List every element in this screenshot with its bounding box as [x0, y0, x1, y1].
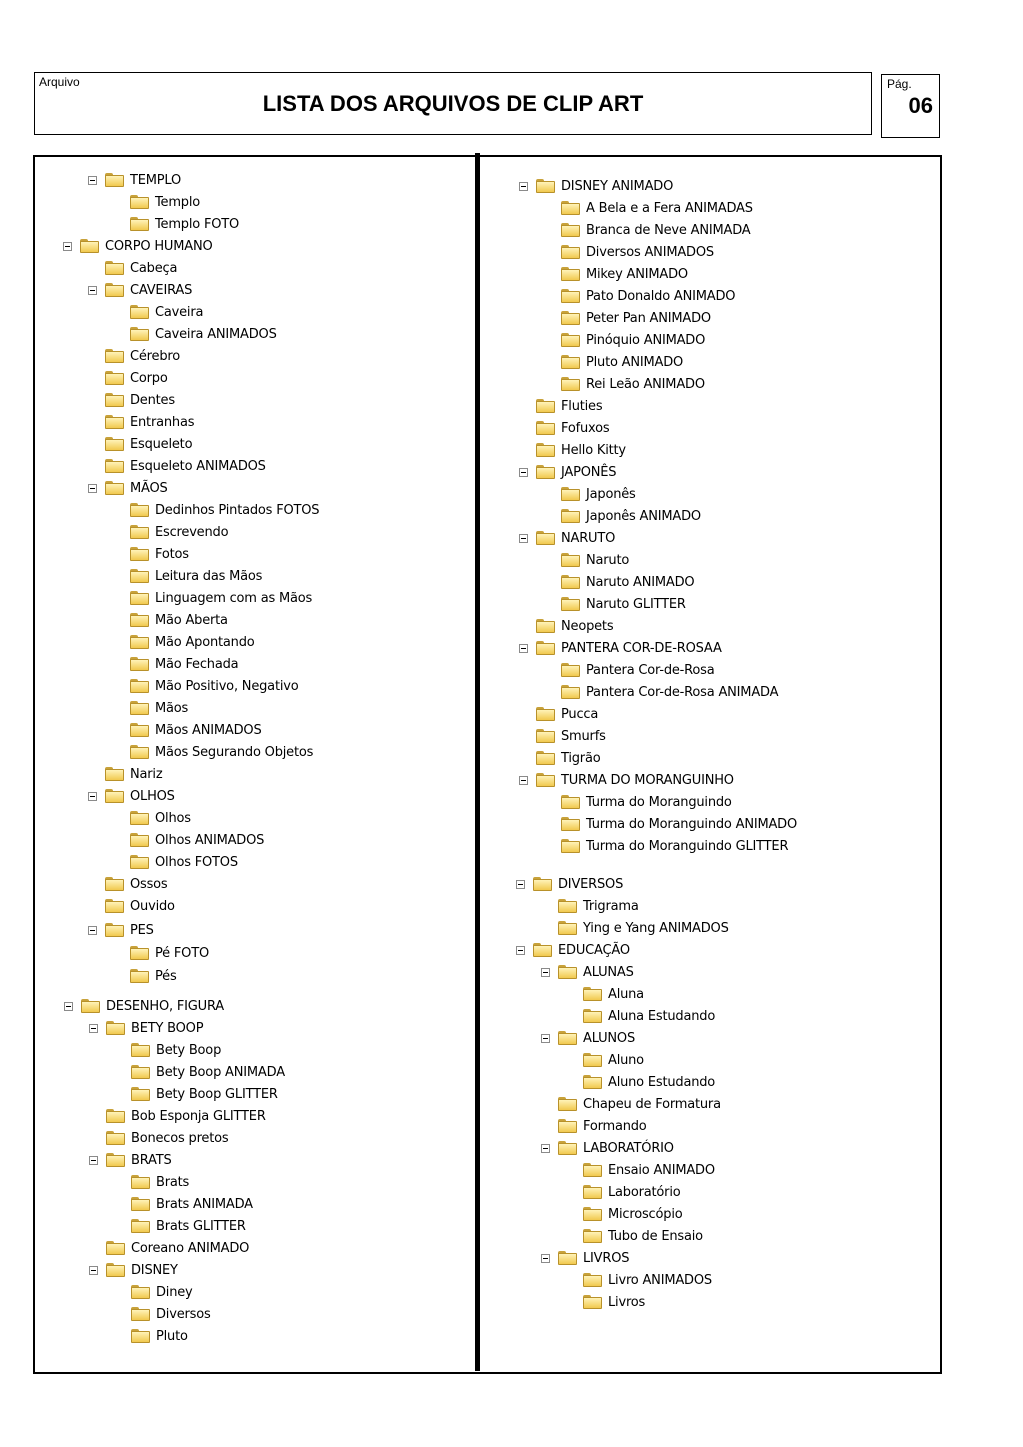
tree-item[interactable] — [516, 874, 623, 894]
folder-icon — [561, 817, 580, 831]
tree-item-label: Mãos Segurando Objetos — [155, 744, 314, 760]
tree-item-label: CORPO HUMANO — [105, 238, 213, 254]
folder-icon — [561, 223, 580, 237]
folder-icon — [583, 1163, 602, 1177]
tree-item-label: Fluties — [561, 398, 603, 414]
tree-item-label: NARUTO — [561, 530, 616, 546]
tree-item-label: Laboratório — [608, 1184, 681, 1200]
tree-item-label: Diversos — [156, 1306, 211, 1322]
collapse-icon[interactable] — [541, 1254, 550, 1263]
tree-item-label: Microscópio — [608, 1206, 683, 1222]
tree-item-label: Fofuxos — [561, 420, 610, 436]
folder-icon — [583, 987, 602, 1001]
tree-item[interactable] — [583, 1226, 703, 1246]
tree-item-label: A Bela e a Fera ANIMADAS — [586, 200, 753, 216]
tree-item-label: Mão Aberta — [155, 612, 228, 628]
tree-item[interactable] — [558, 896, 639, 916]
tree-item-label: Olhos — [155, 810, 191, 826]
tree-item-label: Bonecos pretos — [131, 1130, 229, 1146]
tree-item-label: Livros — [608, 1294, 646, 1310]
tree-item-label: DIVERSOS — [558, 876, 624, 892]
tree-item-label: Cabeça — [130, 260, 178, 276]
tree-item-label: Pinóquio ANIMADO — [586, 332, 706, 348]
tree-item-label: TURMA DO MORANGUINHO — [561, 772, 734, 788]
folder-icon — [536, 619, 555, 633]
folder-icon — [536, 641, 555, 655]
header-label: Arquivo — [39, 75, 80, 89]
tree-item-label: Templo FOTO — [155, 216, 240, 232]
folder-icon — [558, 1119, 577, 1133]
tree-item-label: Nariz — [130, 766, 163, 782]
tree-item[interactable] — [536, 748, 600, 768]
tree-item[interactable] — [541, 1248, 629, 1268]
tree-item[interactable] — [561, 594, 686, 614]
tree-item-label: Ossos — [130, 876, 168, 892]
folder-icon — [561, 267, 580, 281]
tree-item-label: Bety Boop ANIMADA — [156, 1064, 285, 1080]
tree-item[interactable] — [561, 352, 683, 372]
folder-icon — [561, 597, 580, 611]
collapse-icon[interactable] — [519, 534, 528, 543]
tree-item-label: Bety Boop — [156, 1042, 222, 1058]
tree-item-label: Japonês — [586, 486, 636, 502]
tree-item-label: Mãos — [155, 700, 189, 716]
tree-item-label: Branca de Neve ANIMADA — [586, 222, 751, 238]
tree-item-label: Tubo de Ensaio — [608, 1228, 703, 1244]
page-title: LISTA DOS ARQUIVOS DE CLIP ART — [262, 91, 644, 116]
tree-item[interactable] — [561, 286, 735, 306]
tree-item-label: BRATS — [131, 1152, 172, 1168]
tree-item-label: Ouvido — [130, 898, 175, 914]
tree-item-label: Mão Fechada — [155, 656, 239, 672]
tree-item[interactable] — [536, 726, 606, 746]
tree-item-label: Bob Esponja GLITTER — [131, 1108, 266, 1124]
folder-icon — [561, 509, 580, 523]
tree-item-label: Pucca — [561, 706, 599, 722]
tree-item[interactable] — [561, 330, 705, 350]
folder-icon — [583, 1185, 602, 1199]
folder-icon — [583, 1295, 602, 1309]
tree-item-label: Esqueleto — [130, 436, 193, 452]
tree-item[interactable] — [561, 792, 732, 812]
collapse-icon[interactable] — [541, 1034, 550, 1043]
tree-item-label: Aluno Estudando — [608, 1074, 716, 1090]
tree-item[interactable] — [558, 1116, 647, 1136]
folder-icon — [536, 179, 555, 193]
tree-item-label: Naruto — [586, 552, 630, 568]
tree-item[interactable] — [583, 1292, 645, 1312]
tree-item-label: Pé FOTO — [155, 945, 209, 961]
folder-icon — [536, 399, 555, 413]
tree-item[interactable] — [541, 1028, 635, 1048]
folder-icon — [533, 877, 552, 891]
folder-icon — [561, 245, 580, 259]
tree-item-label: Smurfs — [561, 728, 606, 744]
tree-item[interactable] — [561, 814, 797, 834]
tree-item-label: Pantera Cor-de-Rosa — [586, 662, 715, 678]
tree-item-label: TEMPLO — [130, 172, 182, 188]
tree-item[interactable] — [536, 704, 598, 724]
tree-item-label: Mikey ANIMADO — [586, 266, 688, 282]
folder-icon — [561, 333, 580, 347]
tree-item[interactable] — [561, 220, 750, 240]
tree-item-label: ALUNOS — [583, 1030, 636, 1046]
tree-item-label: Turma do Moranguindo ANIMADO — [586, 816, 798, 832]
tree-item[interactable] — [519, 462, 616, 482]
folder-icon — [536, 751, 555, 765]
tree-item-label: Mãos ANIMADOS — [155, 722, 262, 738]
folder-icon — [558, 965, 577, 979]
folder-icon — [561, 289, 580, 303]
folder-icon — [561, 487, 580, 501]
tree-item-label: Ensaio ANIMADO — [608, 1162, 715, 1178]
page-number: 06 — [908, 93, 933, 118]
tree-item-label: Brats ANIMADA — [156, 1196, 253, 1212]
tree-item-label: Coreano ANIMADO — [131, 1240, 250, 1256]
tree-item-label: BETY BOOP — [131, 1020, 204, 1036]
folder-icon — [561, 575, 580, 589]
tree-item-label: EDUCAÇÃO — [558, 942, 630, 958]
tree-item[interactable] — [541, 962, 634, 982]
tree-item-label: Pés — [155, 968, 177, 984]
folder-icon — [561, 553, 580, 567]
tree-item-label: Leitura das Mãos — [155, 568, 263, 584]
folder-icon — [561, 201, 580, 215]
tree-item-label: Turma do Moranguindo — [586, 794, 732, 810]
tree-item-label: PANTERA COR-DE-ROSAA — [561, 640, 722, 656]
tree-item[interactable] — [561, 242, 714, 262]
tree-item[interactable] — [561, 308, 711, 328]
folder-icon — [561, 685, 580, 699]
folder-icon — [536, 773, 555, 787]
tree-item[interactable] — [558, 1094, 721, 1114]
tree-item[interactable] — [561, 264, 688, 284]
tree-item-label: PES — [130, 922, 154, 938]
tree-item[interactable] — [583, 1160, 715, 1180]
tree-item[interactable] — [536, 616, 613, 636]
tree-item-label: Brats GLITTER — [156, 1218, 246, 1234]
tree-item-label: Pantera Cor-de-Rosa ANIMADA — [586, 684, 779, 700]
tree-item-label: DISNEY ANIMADO — [561, 178, 674, 194]
tree-item-label: MÃOS — [130, 480, 168, 496]
folder-icon — [558, 1031, 577, 1045]
tree-item-label: Trigrama — [583, 898, 639, 914]
collapse-icon[interactable] — [519, 644, 528, 653]
tree-item-label: Linguagem com as Mãos — [155, 590, 313, 606]
tree-item-label: Templo — [155, 194, 201, 210]
folder-icon — [583, 1207, 602, 1221]
tree-item-label: Pluto — [156, 1328, 188, 1344]
folder-icon — [561, 663, 580, 677]
tree-item[interactable] — [561, 572, 694, 592]
tree-item[interactable] — [561, 374, 705, 394]
tree-item-label: Aluna Estudando — [608, 1008, 716, 1024]
tree-item-label: Aluna — [608, 986, 644, 1002]
tree-item-label: CAVEIRAS — [130, 282, 193, 298]
folder-icon — [536, 465, 555, 479]
folder-icon — [533, 943, 552, 957]
tree-item-label: Naruto GLITTER — [586, 596, 686, 612]
collapse-icon[interactable] — [541, 1144, 550, 1153]
tree-item-label: Pato Donaldo ANIMADO — [586, 288, 736, 304]
tree-item[interactable] — [583, 1072, 715, 1092]
folder-icon — [583, 1229, 602, 1243]
folder-icon — [536, 421, 555, 435]
tree-item-label: Aluno — [608, 1052, 644, 1068]
tree-item-label: ALUNAS — [583, 964, 634, 980]
tree-item[interactable] — [516, 940, 630, 960]
tree-item-label: DISNEY — [131, 1262, 178, 1278]
tree-item-label: Rei Leão ANIMADO — [586, 376, 705, 392]
tree-item-label: LIVROS — [583, 1250, 630, 1266]
tree-item-label: Tigrão — [561, 750, 601, 766]
collapse-icon[interactable] — [516, 946, 525, 955]
tree-item[interactable] — [561, 682, 778, 702]
tree-item-label: JAPONÊS — [561, 464, 617, 480]
tree-item[interactable] — [561, 506, 701, 526]
tree-item-label: Formando — [583, 1118, 647, 1134]
tree-item[interactable] — [558, 918, 729, 938]
folder-icon — [536, 729, 555, 743]
tree-item-label: Cérebro — [130, 348, 180, 364]
tree-item-label: Corpo — [130, 370, 168, 386]
tree-item[interactable] — [541, 1138, 674, 1158]
tree-item[interactable] — [583, 1204, 682, 1224]
tree-item[interactable] — [583, 984, 644, 1004]
tree-item-label: DESENHO, FIGURA — [106, 998, 224, 1014]
page-label: Pág. — [887, 77, 912, 91]
tree-item[interactable] — [583, 1050, 644, 1070]
tree-item-label: Mão Apontando — [155, 634, 255, 650]
tree-item[interactable] — [561, 550, 629, 570]
tree-item-label: Chapeu de Formatura — [583, 1096, 721, 1112]
tree-item-label: Entranhas — [130, 414, 195, 430]
tree-item-label: Hello Kitty — [561, 442, 626, 458]
tree-item-label: Brats — [156, 1174, 190, 1190]
folder-icon — [558, 1141, 577, 1155]
tree-item-label: LABORATÓRIO — [583, 1140, 674, 1156]
tree-item-label: Diney — [156, 1284, 193, 1300]
folder-icon — [583, 1075, 602, 1089]
folder-icon — [583, 1273, 602, 1287]
folder-icon — [536, 707, 555, 721]
folder-icon — [561, 311, 580, 325]
tree-item-label: Livro ANIMADOS — [608, 1272, 712, 1288]
folder-icon — [558, 1097, 577, 1111]
tree-item-label: Peter Pan ANIMADO — [586, 310, 711, 326]
tree-item[interactable] — [583, 1182, 681, 1202]
tree-item-label: Caveira ANIMADOS — [155, 326, 277, 342]
tree-item-label: Caveira — [155, 304, 204, 320]
tree-item[interactable] — [561, 836, 788, 856]
tree-item-label: Turma do Moranguindo GLITTER — [586, 838, 789, 854]
tree-item[interactable] — [561, 198, 753, 218]
tree-item[interactable] — [519, 770, 734, 790]
folder-icon — [558, 899, 577, 913]
tree-item-label: Pluto ANIMADO — [586, 354, 684, 370]
folder-icon — [536, 531, 555, 545]
tree-item-label: Mão Positivo, Negativo — [155, 678, 299, 694]
tree-item[interactable] — [519, 176, 673, 196]
tree-item[interactable] — [519, 528, 615, 548]
tree-item-label: Naruto ANIMADO — [586, 574, 695, 590]
folder-icon — [558, 1251, 577, 1265]
tree-item-label: Japonês ANIMADO — [586, 508, 701, 524]
folder-icon — [561, 795, 580, 809]
collapse-icon[interactable] — [541, 968, 550, 977]
tree-item-label: Bety Boop GLITTER — [156, 1086, 278, 1102]
tree-item-label: Diversos ANIMADOS — [586, 244, 714, 260]
tree-item-label: Dedinhos Pintados FOTOS — [155, 502, 320, 518]
tree-item-label: Olhos FOTOS — [155, 854, 238, 870]
tree-item[interactable] — [519, 638, 722, 658]
tree-item[interactable] — [561, 484, 636, 504]
tree-item-label: OLHOS — [130, 788, 175, 804]
folder-icon — [536, 443, 555, 457]
tree-item-label: Olhos ANIMADOS — [155, 832, 265, 848]
tree-item-label: Dentes — [130, 392, 175, 408]
tree-item-label: Ying e Yang ANIMADOS — [583, 920, 729, 936]
tree-item[interactable] — [583, 1270, 712, 1290]
collapse-icon[interactable] — [516, 880, 525, 889]
tree-item-label: Escrevendo — [155, 524, 229, 540]
tree-item-label: Fotos — [155, 546, 189, 562]
folder-icon — [561, 355, 580, 369]
collapse-icon[interactable] — [519, 776, 528, 785]
tree-item-label: Esqueleto ANIMADOS — [130, 458, 266, 474]
tree-item[interactable] — [583, 1006, 715, 1026]
folder-icon — [583, 1053, 602, 1067]
tree-item-label: Neopets — [561, 618, 614, 634]
collapse-icon[interactable] — [519, 468, 528, 477]
collapse-icon[interactable] — [519, 182, 528, 191]
folder-icon — [583, 1009, 602, 1023]
tree-item[interactable] — [561, 660, 715, 680]
folder-icon — [561, 377, 580, 391]
tree-item[interactable] — [536, 396, 602, 416]
folder-icon — [558, 921, 577, 935]
folder-icon — [561, 839, 580, 853]
tree-item[interactable] — [536, 440, 626, 460]
tree-item[interactable] — [536, 418, 609, 438]
